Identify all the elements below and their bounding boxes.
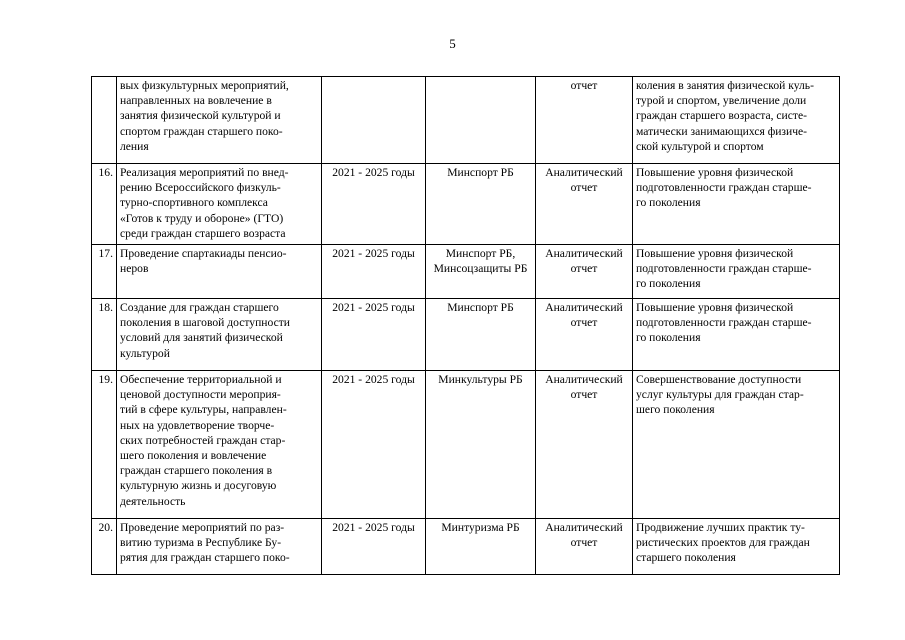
measure-description: вых физкультурных мероприятий, направленных на вовлечение в занятия физической культурой и спортом граждан старшего поко- ления	[117, 77, 322, 164]
table-row	[92, 519, 840, 575]
report-form-cell: отчет	[536, 77, 633, 164]
result-cell: Повышение уровня физической подготовленности граждан старше- го поколения	[633, 299, 840, 371]
report-form-cell: Аналитический отчет	[536, 299, 633, 371]
measure-description: Реализация мероприятий по внед- рению Всероссийского физкуль- турно-спортивного комплекса «Готов к труду и обороне» (ГТО) среди граждан старшего возраста	[117, 164, 322, 245]
result-cell: коления в занятия физической куль- турой и спортом, увеличение доли граждан старшего возраста, систе- матически занимающихся физиче- ской культурой и спортом	[633, 77, 840, 164]
report-form-cell: Аналитический отчет	[536, 245, 633, 299]
period-cell: 2021 - 2025 годы	[322, 164, 426, 245]
period-cell: 2021 - 2025 годы	[322, 519, 426, 575]
table-row	[92, 164, 840, 245]
table-row	[92, 77, 840, 164]
report-form-cell: Аналитический отчет	[536, 519, 633, 575]
measure-description: Проведение мероприятий по раз- витию туризма в Республике Бу- рятия для граждан старшего поко-	[117, 519, 322, 575]
executor-cell: Минтуризма РБ	[426, 519, 536, 575]
row-number	[92, 77, 117, 164]
period-cell: 2021 - 2025 годы	[322, 245, 426, 299]
page-number: 5	[449, 36, 456, 51]
executor-cell: Минспорт РБ	[426, 299, 536, 371]
row-number: 18.	[92, 299, 117, 371]
row-number: 19.	[92, 371, 117, 519]
executor-cell: Минспорт РБ	[426, 164, 536, 245]
result-cell: Повышение уровня физической подготовленности граждан старше- го поколения	[633, 164, 840, 245]
executor-cell	[426, 77, 536, 164]
executor-cell: Минкультуры РБ	[426, 371, 536, 519]
result-cell: Повышение уровня физической подготовленности граждан старше- го поколения	[633, 245, 840, 299]
measure-description: Обеспечение территориальной и ценовой доступности мероприя- тий в сфере культуры, направлен- ных на удовлетворение творче- ских потребностей граждан стар- шего поколения и вовлечение граждан старшего поколения в культурную жизнь и досуговую деятельность	[117, 371, 322, 519]
result-cell: Совершенствование доступности услуг культуры для граждан стар- шего поколения	[633, 371, 840, 519]
report-form-cell: Аналитический отчет	[536, 371, 633, 519]
period-cell: 2021 - 2025 годы	[322, 371, 426, 519]
row-number: 20.	[92, 519, 117, 575]
measures-table	[91, 76, 840, 575]
table-row	[92, 299, 840, 371]
period-cell: 2021 - 2025 годы	[322, 299, 426, 371]
row-number: 17.	[92, 245, 117, 299]
row-number: 16.	[92, 164, 117, 245]
measure-description: Создание для граждан старшего поколения в шаговой доступности условий для занятий физической культурой	[117, 299, 322, 371]
table-row	[92, 245, 840, 299]
executor-cell: Минспорт РБ, Минсоцзащиты РБ	[426, 245, 536, 299]
report-form-cell: Аналитический отчет	[536, 164, 633, 245]
period-cell	[322, 77, 426, 164]
result-cell: Продвижение лучших практик ту- ристических проектов для граждан старшего поколения	[633, 519, 840, 575]
measure-description: Проведение спартакиады пенсио- неров	[117, 245, 322, 299]
table-row	[92, 371, 840, 519]
